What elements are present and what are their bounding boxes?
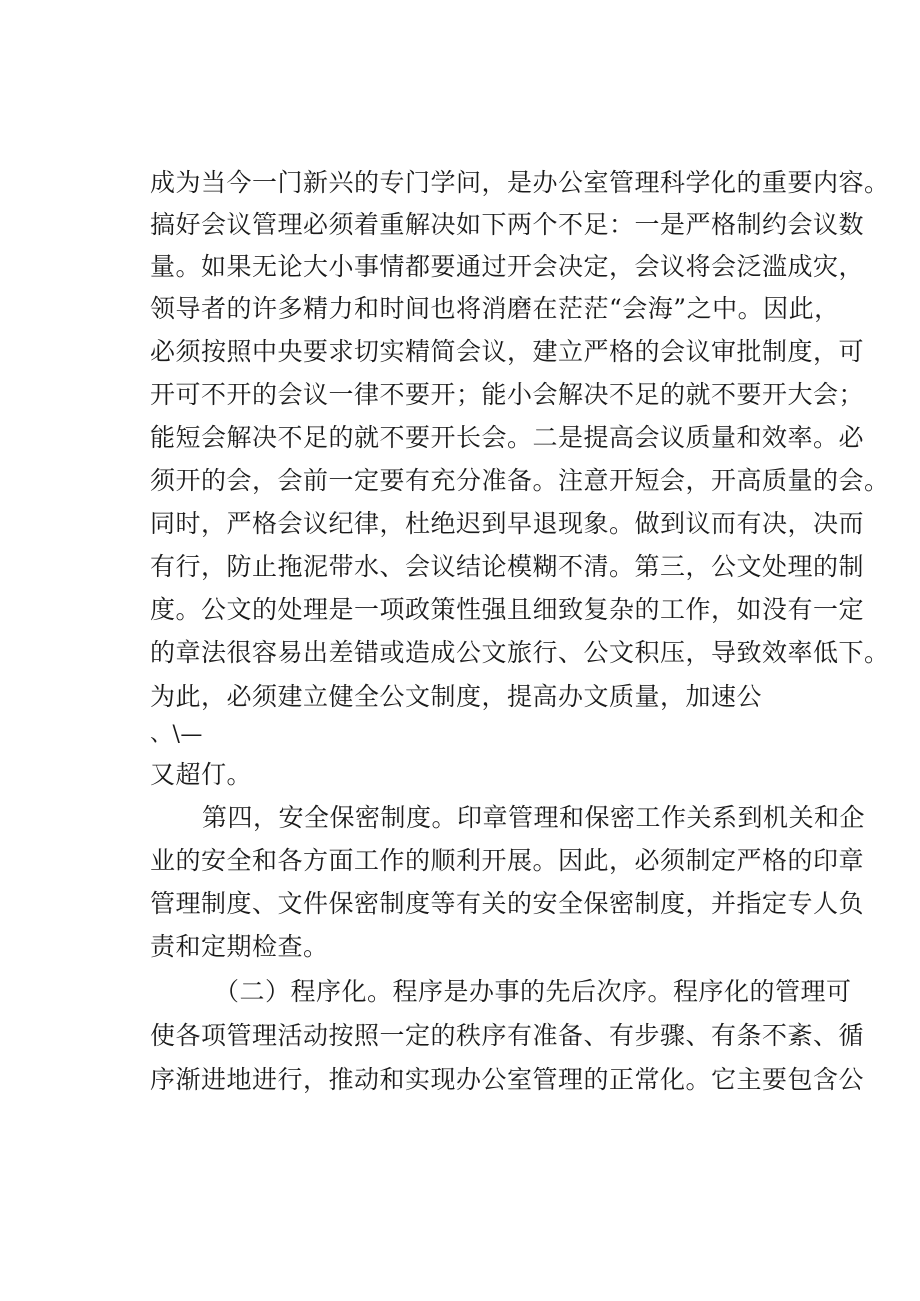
- text-line: 须开的会，会前一定要有充分准备。注意开短会，开高质量的会。: [150, 466, 890, 495]
- text-line: 序渐进地进行，推动和实现办公室管理的正常化。它主要包含公: [150, 1065, 865, 1094]
- text-line: 量。如果无论大小事情都要通过开会决定，会议将会泛滥成灾，: [150, 252, 865, 281]
- section-heading-line: （二）程序化。程序是办事的先后次序。程序化的管理可: [214, 977, 852, 1006]
- text-line: 领导者的许多精力和时间也将消磨在茫茫“会海”之中。因此，: [150, 294, 840, 323]
- text-line: 业的安全和各方面工作的顺利开展。因此，必须制定严格的印章: [150, 846, 865, 875]
- text-line: 度。公文的处理是一项政策性强且细致复杂的工作，如没有一定: [150, 595, 865, 624]
- text-line: 责和定期检查。: [150, 932, 329, 961]
- text-line: 有行，防止拖泥带水、会议结论模糊不清。第三，公文处理的制: [150, 552, 865, 581]
- text-line: 的章法很容易出差错或造成公文旅行、公文积压，导致效率低下。: [150, 638, 890, 667]
- text-line: 能短会解决不足的就不要开长会。二是提高会议质量和效率。必: [150, 423, 865, 452]
- text-line: 使各项管理活动按照一定的秩序有准备、有步骤、有条不紊、循: [150, 1021, 865, 1050]
- paragraph-first-line: 第四，安全保密制度。印章管理和保密工作关系到机关和企: [202, 803, 866, 832]
- text-line: 同时，严格会议纪律，杜绝迟到早退现象。做到议而有决，决而: [150, 509, 865, 538]
- text-line: 搞好会议管理必须着重解决如下两个不足：一是严格制约会议数: [150, 210, 865, 239]
- text-line: 为此，必须建立健全公文制度，提高办文质量，加速公: [150, 682, 763, 711]
- text-line: 必须按照中央要求切实精简会议，建立严格的会议审批制度，可: [150, 337, 865, 366]
- text-line: 又超仃。: [150, 760, 253, 789]
- text-fragment: 、\—: [150, 722, 203, 747]
- text-line: 管理制度、文件保密制度等有关的安全保密制度，并指定专人负: [150, 889, 865, 918]
- text-line: 成为当今一门新兴的专门学问，是办公室管理科学化的重要内容。: [150, 168, 890, 197]
- text-line: 开可不开的会议一律不要开；能小会解决不足的就不要开大会；: [150, 380, 865, 409]
